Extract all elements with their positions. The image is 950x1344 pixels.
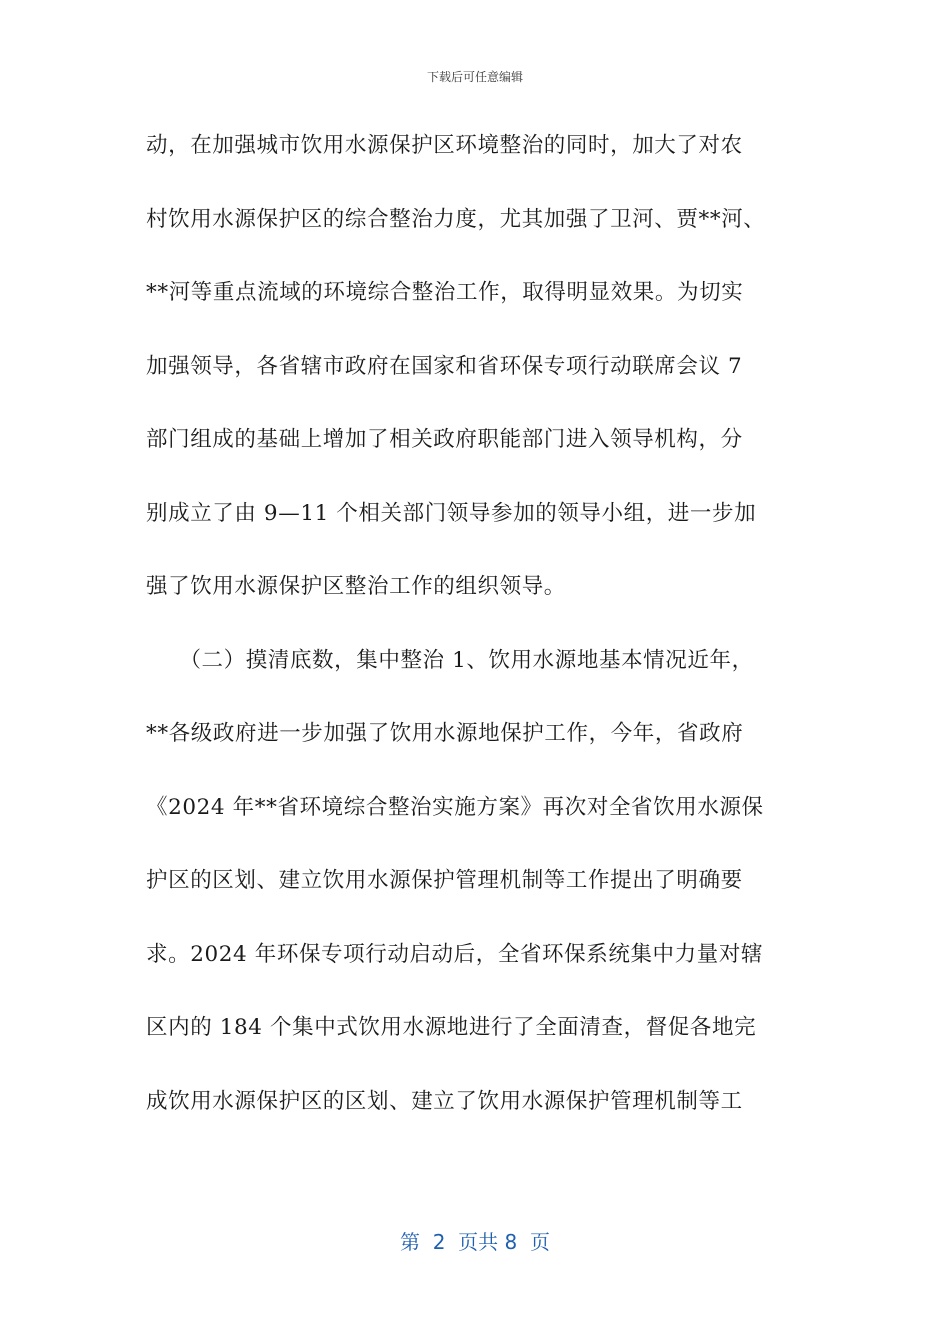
document-body [146,124,846,1153]
body-line: 成饮用水源保护区的区划、建立了饮用水源保护管理机制等工 [146,1088,743,1114]
body-line: 别成立了由 9—11 个相关部门领导参加的领导小组，进一步加 [146,500,757,526]
body-line: **各级政府进一步加强了饮用水源地保护工作，今年，省政府 [146,721,744,746]
body-line: 动，在加强城市饮用水源保护区环境整治的同时，加大了对农 [146,133,743,158]
page-header: 下载后可任意编辑 [426,70,523,84]
body-line: 强了饮用水源保护区整治工作的组织领导。 [146,574,566,599]
body-line: 村饮用水源保护区的综合整治力度，尤其加强了卫河、贾**河、 [146,206,766,232]
body-line: （二）摸清底数，集中整治 1、饮用水源地基本情况近年， [146,647,754,673]
body-line: 加强领导，各省辖市政府在国家和省环保专项行动联席会议 7 [146,353,743,379]
body-line: 求。2024 年环保专项行动启动后，全省环保系统集中力量对辖 [146,941,764,967]
body-line: 护区的区划、建立饮用水源保护管理机制等工作提出了明确要 [146,868,743,893]
body-line: 部门组成的基础上增加了相关政府职能部门进入领导机构，分 [146,427,743,452]
body-line: 《2024 年**省环境综合整治实施方案》再次对全省饮用水源保 [146,794,764,820]
page-number-footer: 第 2 页共 8 页 [400,1230,550,1254]
body-line: **河等重点流域的环境综合整治工作，取得明显效果。为切实 [146,280,744,305]
body-line: 区内的 184 个集中式饮用水源地进行了全面清查，督促各地完 [146,1015,757,1040]
